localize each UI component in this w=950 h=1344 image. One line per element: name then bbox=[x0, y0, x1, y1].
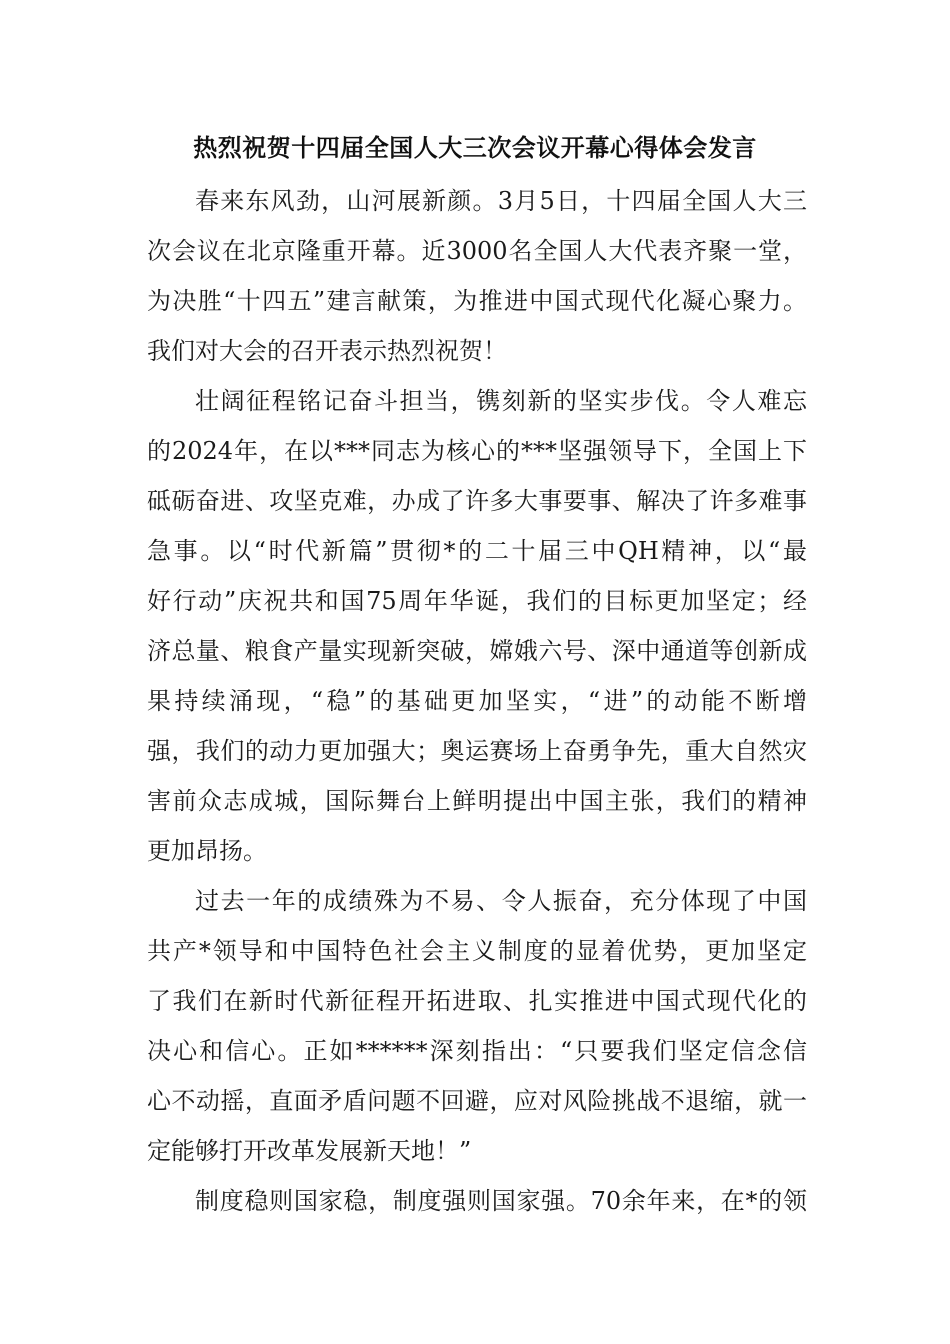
paragraph-2-line-9: 害前众志成城，国际舞台上鲜明提出中国主张，我们的精神 bbox=[147, 787, 807, 815]
paragraph-2-line-4: 急事。以“时代新篇”贯彻*的二十届三中QH精神，以“最 bbox=[147, 537, 807, 565]
paragraph-2-line-5: 好行动”庆祝共和国75周年华诞，我们的目标更加坚定；经 bbox=[147, 587, 807, 615]
paragraph-3-line-6: 定能够打开改革发展新天地！” bbox=[147, 1137, 472, 1165]
paragraph-3-line-2: 共产*领导和中国特色社会主义制度的显着优势，更加坚定 bbox=[147, 937, 807, 965]
paragraph-1-line-1: 春来东风劲，山河展新颜。3月5日，十四届全国人大三 bbox=[195, 187, 807, 215]
paragraph-2-line-3: 砥砺奋进、攻坚克难，办成了许多大事要事、解决了许多难事 bbox=[147, 487, 807, 515]
paragraph-2-line-6: 济总量、粮食产量实现新突破，嫦娥六号、深中通道等创新成 bbox=[147, 637, 807, 665]
paragraph-1-line-2: 次会议在北京隆重开幕。近3000名全国人大代表齐聚一堂， bbox=[147, 237, 807, 265]
paragraph-3-line-4: 决心和信心。正如******深刻指出：“只要我们坚定信念信 bbox=[147, 1037, 807, 1065]
paragraph-3-line-3: 了我们在新时代新征程开拓进取、扎实推进中国式现代化的 bbox=[147, 987, 807, 1015]
paragraph-1-line-3: 为决胜“十四五”建言献策，为推进中国式现代化凝心聚力。 bbox=[147, 287, 807, 315]
paragraph-2-line-8: 强，我们的动力更加强大；奥运赛场上奋勇争先，重大自然灾 bbox=[147, 737, 807, 765]
paragraph-4-line-1: 制度稳则国家稳，制度强则国家强。70余年来，在*的领 bbox=[195, 1187, 807, 1215]
paragraph-2-line-10: 更加昂扬。 bbox=[147, 837, 267, 865]
paragraph-3-line-1: 过去一年的成绩殊为不易、令人振奋，充分体现了中国 bbox=[195, 887, 807, 915]
paragraph-2-line-1: 壮阔征程铭记奋斗担当，镌刻新的坚实步伐。令人难忘 bbox=[195, 387, 807, 415]
paragraph-2-line-2: 的2024年，在以***同志为核心的***坚强领导下，全国上下 bbox=[147, 437, 807, 465]
paragraph-2-line-7: 果持续涌现，“稳”的基础更加坚实，“进”的动能不断增 bbox=[147, 687, 807, 715]
document-title: 热烈祝贺十四届全国人大三次会议开幕心得体会发言 bbox=[193, 133, 757, 162]
paragraph-1-line-4: 我们对大会的召开表示热烈祝贺！ bbox=[147, 337, 507, 365]
paragraph-3-line-5: 心不动摇，直面矛盾问题不回避，应对风险挑战不退缩，就一 bbox=[147, 1087, 807, 1115]
